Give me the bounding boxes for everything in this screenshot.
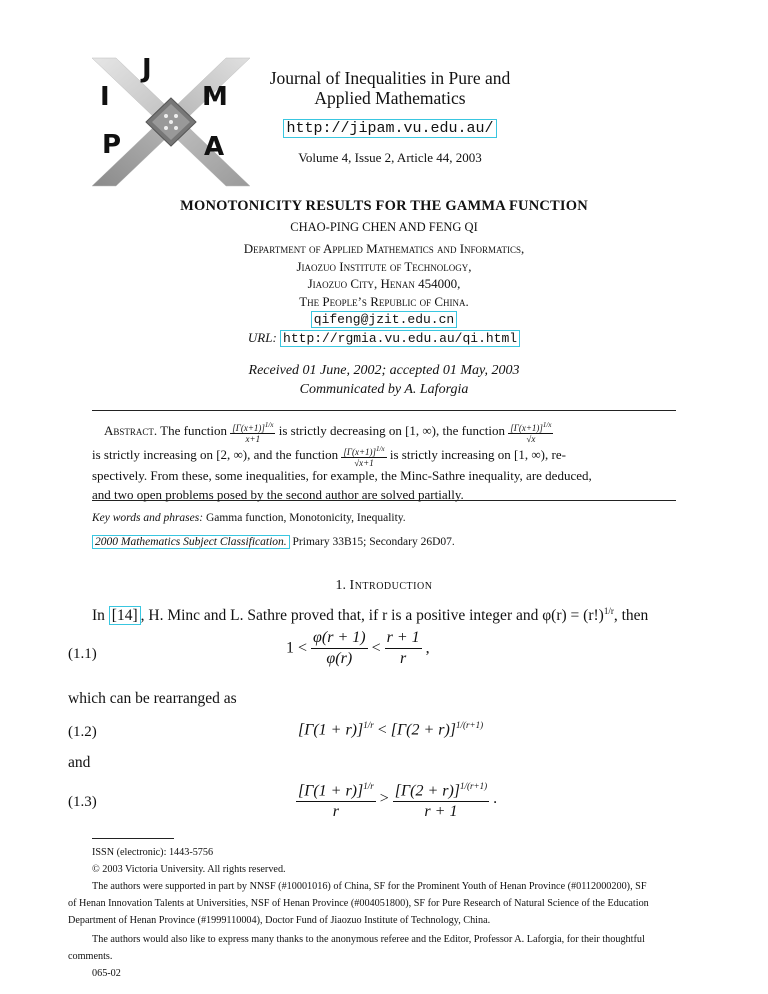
abstract-bottom-rule xyxy=(92,500,676,501)
msc-text: Primary 33B15; Secondary 26D07. xyxy=(292,536,455,548)
intro-text-3: , then xyxy=(613,607,649,625)
eq1-mid: < xyxy=(371,639,381,657)
abstract-line2 xyxy=(92,444,676,466)
and-text: and xyxy=(68,754,91,771)
eq1-fraction-1 xyxy=(311,628,368,669)
equation-1-2 xyxy=(298,720,483,739)
section-number: 1. xyxy=(335,578,347,593)
abstract-f2-num: [Γ(x+1)] xyxy=(510,423,543,433)
footnote-support-3: Department of Henan Province (#1999110004), Doctor Fund of Jiaozuo Institute of Technology, China. xyxy=(68,915,491,926)
url-label: URL: xyxy=(247,330,277,345)
abstract-f1-exp: 1/x xyxy=(264,421,274,429)
msc xyxy=(92,536,455,548)
footnote-copyright: © 2003 Victoria University. All rights reserved. xyxy=(92,864,286,875)
footnote-support-2: of Henan Innovation Talents at Universities, NSF of Henan Province (#004051800), SF for Pure Research of Natural Science of the Education xyxy=(68,898,649,909)
abstract-f1-num: [Γ(x+1)] xyxy=(232,423,265,433)
volume-info: Volume 4, Issue 2, Article 44, 2003 xyxy=(298,150,482,165)
author-url-link[interactable]: http://rgmia.vu.edu.au/qi.html xyxy=(280,330,520,347)
footnote-thanks-2: comments. xyxy=(68,951,113,962)
abstract-fraction-1 xyxy=(230,420,275,444)
footnote-thanks-1: The authors would also like to express many thanks to the anonymous referee and the Editor, Professor A. Laforgia, for their thoughtful xyxy=(92,934,645,945)
affiliation-line2: Jiaozuo Institute of Technology, xyxy=(296,258,472,274)
eq1-den2: r xyxy=(399,650,407,667)
eq2-left: [Γ(1 + r)] xyxy=(298,721,364,739)
equation-1-2-label: (1.2) xyxy=(68,724,97,740)
eq3-num2-exp: 1/(r+1) xyxy=(460,781,488,791)
logo-graphic xyxy=(86,52,256,192)
equation-1-1 xyxy=(286,628,430,669)
journal-title xyxy=(240,68,540,108)
affiliation-line1: Department of Applied Mathematics and Informatics, xyxy=(243,241,525,256)
reference-14-link[interactable]: [14] xyxy=(109,606,141,625)
abstract-f2-exp: 1/x xyxy=(542,421,552,429)
abstract-line4: and two open problems posed by the second author are solved partially. xyxy=(92,487,464,502)
paper-title: MONOTONICITY RESULTS FOR THE GAMMA FUNCTION xyxy=(180,198,588,214)
affiliation-line4: The People’s Republic of China. xyxy=(299,293,469,309)
logo-letter-a: A xyxy=(204,132,225,162)
msc-link[interactable]: 2000 Mathematics Subject Classification. xyxy=(92,535,290,549)
footnote-code: 065-02 xyxy=(92,968,121,979)
eq3-fraction-1 xyxy=(296,776,376,822)
affiliation xyxy=(0,240,768,310)
email-wrap xyxy=(0,311,768,327)
journal-title-line1: Journal of Inequalities in Pure and xyxy=(269,68,511,88)
eq3-num2: [Γ(2 + r)] xyxy=(394,782,461,800)
eq2-mid: < xyxy=(377,721,387,739)
eq1-den1: φ(r) xyxy=(326,650,353,667)
abstract-f3-den: √x+1 xyxy=(354,458,374,468)
equation-1-3-label: (1.3) xyxy=(68,794,97,810)
footnotes xyxy=(68,844,708,982)
eq3-mid: > xyxy=(379,790,389,808)
eq2-right: [Γ(2 + r)] xyxy=(390,721,457,739)
journal-url-link[interactable]: http://jipam.vu.edu.au/ xyxy=(283,119,496,138)
author-url-wrap xyxy=(0,330,768,346)
logo-letter-j: J xyxy=(142,54,152,84)
rearranged-text: which can be rearranged as xyxy=(68,690,237,707)
eq3-num1-exp: 1/r xyxy=(363,781,374,791)
eq1-num1: φ(r + 1) xyxy=(311,628,368,649)
abstract-line1 xyxy=(92,420,676,444)
abstract-label: Abstract. xyxy=(104,422,158,438)
eq1-fraction-2 xyxy=(385,628,422,669)
intro-text-1: In xyxy=(92,607,105,625)
abstract-f3-exp: 1/x xyxy=(376,445,385,453)
keywords-text: Gamma function, Monotonicity, Inequality. xyxy=(205,512,406,524)
footnote-rule xyxy=(92,838,174,839)
equation-1-3 xyxy=(296,776,497,822)
abstract-text-4: is strictly increasing on [1, ∞), re- xyxy=(389,446,566,462)
eq3-num1: [Γ(1 + r)] xyxy=(298,782,364,800)
keywords-label: Key words and phrases: xyxy=(92,512,204,524)
abstract-top-rule xyxy=(92,410,676,411)
footnote-issn: ISSN (electronic): 1443-5756 xyxy=(92,847,214,858)
eq3-end: . xyxy=(493,790,498,808)
eq1-num2: r + 1 xyxy=(385,628,422,649)
abstract-text-1: The function xyxy=(160,422,227,438)
paper-authors: CHAO-PING CHEN AND FENG QI xyxy=(290,220,478,234)
author-email-link[interactable]: qifeng@jzit.edu.cn xyxy=(311,311,457,328)
received-dates: Received 01 June, 2002; accepted 01 May, 2003 xyxy=(248,363,520,378)
abstract-line3: spectively. From these, some inequalities, for example, the Minc-Sathre inequality, are deduced, xyxy=(92,468,592,483)
equation-1-1-label: (1.1) xyxy=(68,646,97,662)
keywords xyxy=(92,512,406,524)
intro-exp: 1/r xyxy=(603,606,614,616)
abstract-text-3: is strictly increasing on [2, ∞), and the function xyxy=(92,446,339,462)
eq3-fraction-2 xyxy=(393,776,489,822)
logo-letter-p: P xyxy=(102,130,122,160)
abstract-fraction-3 xyxy=(341,444,386,468)
eq2-left-exp: 1/r xyxy=(363,720,374,730)
abstract-f1-den: x+1 xyxy=(245,434,261,444)
abstract-f3-num: [Γ(x+1)] xyxy=(343,447,377,457)
eq3-den1: r xyxy=(332,803,339,821)
journal-url-wrap xyxy=(240,120,540,137)
intro-text-2: , H. Minc and L. Sathre proved that, if r is a positive integer and φ(r) = (r!) xyxy=(140,607,604,625)
abstract xyxy=(92,420,676,504)
eq1-end: , xyxy=(425,639,430,657)
intro-paragraph xyxy=(92,606,692,625)
logo-letter-m: M xyxy=(202,82,228,112)
eq3-den2: r + 1 xyxy=(424,803,458,821)
communicated-by: Communicated by A. Laforgia xyxy=(299,382,469,397)
eq1-lhs: 1 < xyxy=(286,639,308,657)
section-heading xyxy=(0,578,768,594)
logo-letter-i: I xyxy=(100,82,110,112)
abstract-f2-den: √x xyxy=(526,434,536,444)
affiliation-line3: Jiaozuo City, Henan 454000, xyxy=(307,276,461,291)
section-title: Introduction xyxy=(349,578,433,593)
footnote-support-1: The authors were supported in part by NNSF (#10001016) of China, SF for the Prominent Youth of Henan Province (#0112000200), SF xyxy=(92,881,647,892)
journal-logo xyxy=(86,52,256,192)
journal-title-line2: Applied Mathematics xyxy=(314,88,466,108)
eq2-right-exp: 1/(r+1) xyxy=(456,720,484,730)
abstract-fraction-2 xyxy=(508,420,553,444)
abstract-text-2: is strictly decreasing on [1, ∞), the function xyxy=(278,422,505,438)
